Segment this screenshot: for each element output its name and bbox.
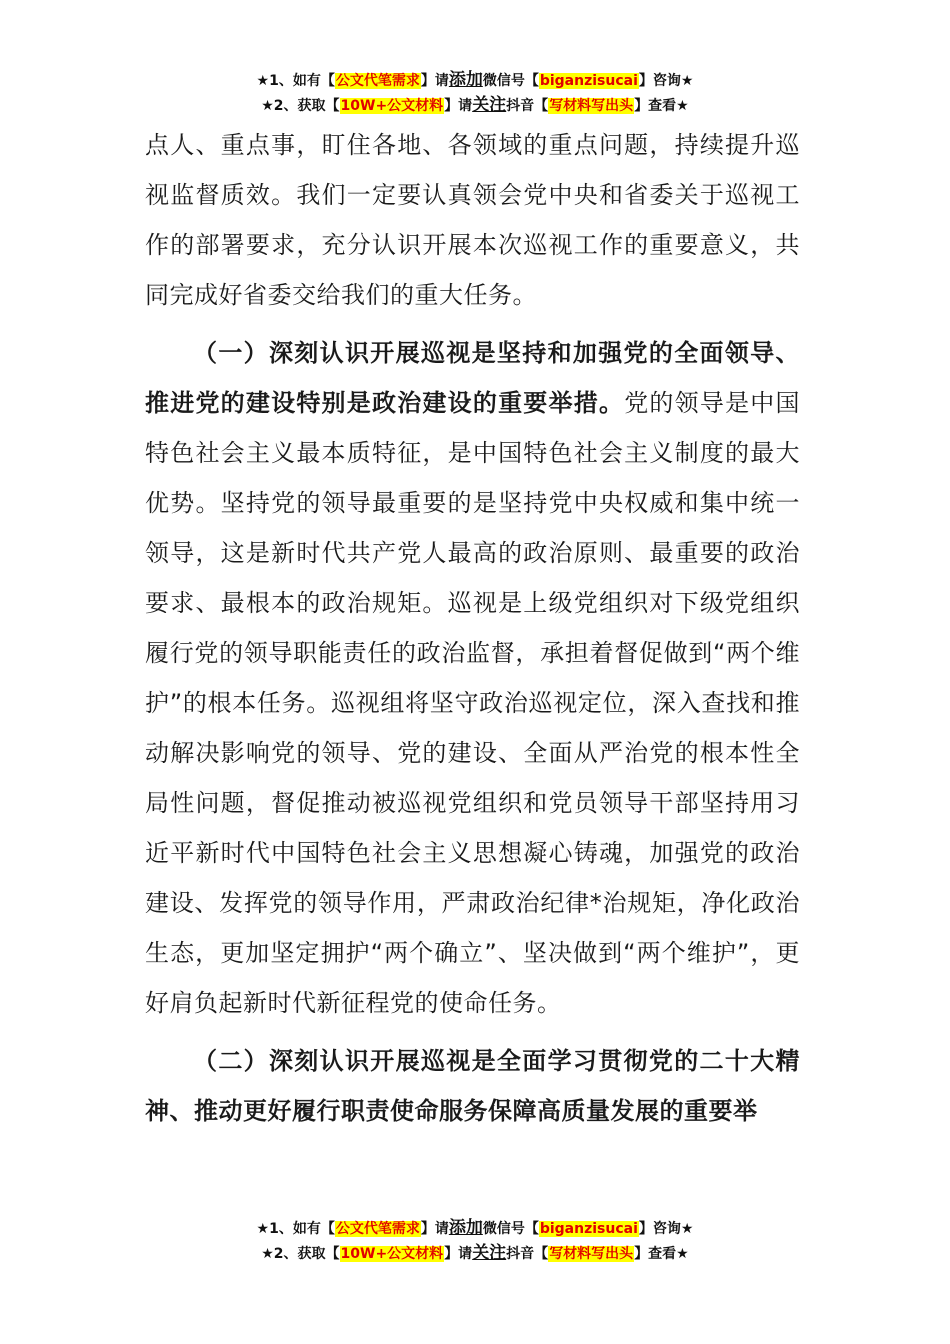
highlight-wechat-id: biganzisucai (539, 73, 638, 89)
highlight-douyin: 写材料写出头 (549, 98, 634, 114)
section-1-heading: （一）深刻认识开展巡视是坚持和加强党的全面领导、推进党的建设特别是政治建设的重要举措。 (145, 339, 800, 417)
document-body (145, 120, 800, 1136)
banner-line-1-footer: ★1、如有【公文代笔需求】请添加微信号【biganzisucai】咨询★ (256, 1218, 694, 1238)
section-2-heading: （二）深刻认识开展巡视是全面学习贯彻党的二十大精神、推动更好履行职责使命服务保障高质量发展的重要举 (145, 1047, 800, 1125)
banner-line-2: ★2、获取【10W+公文材料】请关注抖音【写材料写出头】查看★ (261, 95, 689, 115)
banner-line-2-footer: ★2、获取【10W+公文材料】请关注抖音【写材料写出头】查看★ (261, 1243, 689, 1263)
section-1-text: 党的领导是中国特色社会主义最本质特征，是中国特色社会主义制度的最大优势。坚持党的领导最重要的是坚持党中央权威和集中统一领导，这是新时代共产党人最高的政治原则、最重要的政治要求、最根本的政治规矩。巡视是上级党组织对下级党组织履行党的领导职能责任的政治监督，承担着督促做到“两个维护”的根本任务。巡视组将坚守政治巡视定位，深入查找和推动解决影响党的领导、党的建设、全面从严治党的根本性全局性问题，督促推动被巡视党组织和党员领导干部坚持用习近平新时代中国特色社会主义思想凝心铸魂，加强党的政治建设、发挥党的领导作用，严肃政治纪律*治规矩，净化政治生态，更加坚定拥护“两个确立”、坚决做到“两个维护”，更好肩负起新时代新征程党的使命任务。 (145, 389, 801, 1017)
footer-banner (0, 1216, 950, 1266)
highlight-service: 公文代笔需求 (335, 73, 420, 89)
paragraph-continuation: 点人、重点事，盯住各地、各领域的重点问题，持续提升巡视监督质效。我们一定要认真领会党中央和省委关于巡视工作的部署要求，充分认识开展本次巡视工作的重要意义，共同完成好省委交给我们的重大任务。 (145, 131, 800, 309)
banner-line-1: ★1、如有【公文代笔需求】请添加微信号【biganzisucai】咨询★ (256, 70, 694, 90)
paragraph-section-1 (145, 328, 800, 1028)
paragraph-section-2 (145, 1036, 800, 1136)
highlight-materials: 10W+公文材料 (340, 98, 444, 114)
header-banner (0, 68, 950, 118)
